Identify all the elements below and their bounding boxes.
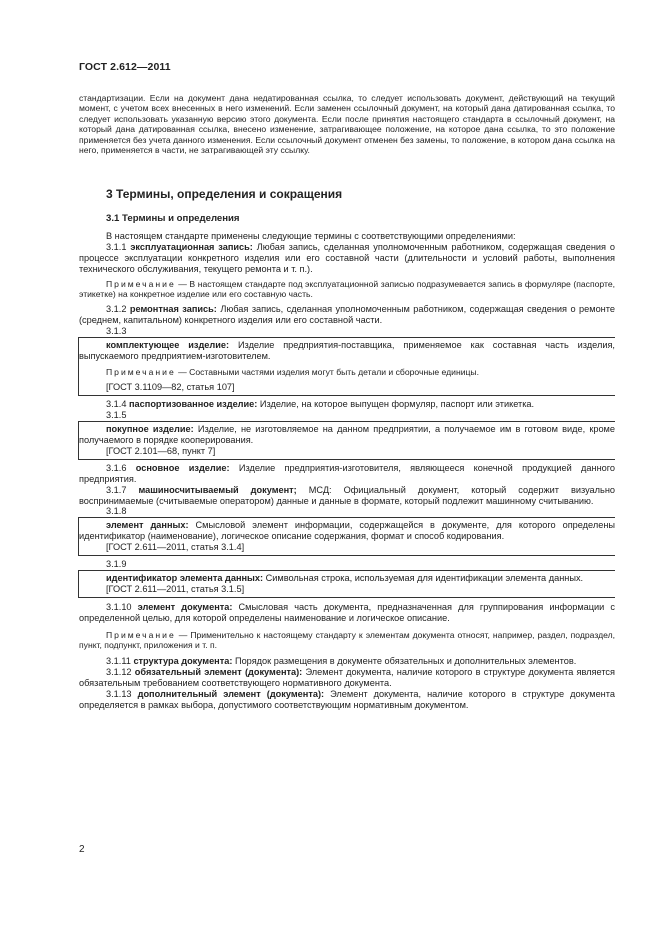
term-3-1-9 (79, 573, 615, 584)
term-3-1-11 (79, 656, 615, 667)
term-number: 3.1.4 (106, 399, 127, 410)
term-3-1-13 (79, 689, 615, 711)
term-3-1-10 (79, 602, 615, 624)
term-name: эксплуатационная запись: (130, 241, 253, 252)
term-3-1-8 (79, 520, 615, 542)
term-name: основное изделие: (135, 462, 230, 473)
term-number: 3.1.7 (106, 484, 127, 495)
term-definition: Любая запись, сделанная уполномоченным работником, содержащая сведения о ремонте (среднем, капитальном) конкретного изделия или его составной части. (79, 304, 615, 326)
lead-paragraph: В настоящем стандарте применены следующие термины с соответствующими определениями: (106, 231, 516, 241)
term-definition: Элемент документа, наличие которого в структуре документа определяется в рамках выбора, допустимого соответствующим нормативным документом. (79, 689, 615, 711)
term-3-1-2 (79, 304, 615, 326)
term-box-3-1-5 (78, 421, 615, 460)
term-3-1-5 (79, 424, 615, 446)
term-3-1-8-ref: [ГОСТ 2.611—2011, статья 3.1.4] (106, 542, 245, 553)
term-number-3-1-3: 3.1.3 (106, 326, 127, 337)
note-label: Примечание (106, 278, 176, 289)
term-box-3-1-9 (78, 570, 615, 598)
term-definition: Изделие, не изготовляемое на данном предприятии, а получаемое им в готовом виде, кроме получаемого в порядке кооперирования. (79, 424, 615, 445)
subsection-title: 3.1 Термины и определения (106, 213, 240, 224)
term-definition: Изделие, на которое выпущен формуляр, паспорт или этикетка. (259, 399, 535, 410)
term-name: машиносчитываемый документ; (138, 484, 297, 495)
page-number: 2 (79, 844, 85, 855)
term-number-3-1-5: 3.1.5 (106, 410, 127, 421)
terms-body (79, 231, 615, 711)
term-3-1-3 (79, 340, 615, 362)
page-header: ГОСТ 2.612—2011 (79, 61, 171, 73)
term-definition: Порядок размещения в документе обязательных и дополнительных элементов. (234, 656, 577, 667)
term-3-1-1 (79, 242, 615, 275)
term-name: идентификатор элемента данных: (106, 572, 264, 583)
note-1 (79, 279, 615, 300)
note-2 (79, 630, 615, 651)
note-label: Примечание (106, 366, 176, 377)
term-3-1-3-ref: [ГОСТ 3.1109—82, статья 107] (106, 382, 235, 393)
term-name: элемент данных: (106, 520, 189, 531)
term-3-1-12 (79, 667, 615, 689)
term-3-1-4 (79, 399, 615, 410)
term-3-1-3-note (79, 367, 615, 377)
term-box-3-1-3 (78, 337, 615, 396)
term-name: элемент документа: (137, 601, 233, 612)
term-definition: Смысловой элемент информации, содержащейся в документе, для которого определены идентификатор (наименование), логическое описание содержания, формат и способ кодирования. (79, 520, 615, 542)
section-title: 3 Термины, определения и сокращения (106, 187, 343, 201)
term-3-1-6 (79, 463, 615, 485)
term-name: покупное изделие: (106, 424, 194, 435)
note-text: — Составными частями изделия могут быть детали и сборочные единицы. (178, 366, 479, 377)
term-name: комплектующее изделие: (106, 340, 230, 351)
term-name: паспортизованное изделие: (129, 399, 258, 410)
term-number: 3.1.6 (106, 462, 127, 473)
term-name: ремонтная запись: (129, 304, 217, 315)
term-name: структура документа: (133, 656, 233, 667)
term-name: обязательный элемент (документа): (134, 667, 303, 678)
term-3-1-7 (79, 485, 615, 507)
intro-text: стандартизации. Если на документ дана недатированная ссылка, то следует использовать документ, действующий на текущий момент, с учетом всех внесенных в него изменений. Если заменен ссылочный документ, на который дана датированная ссылка, то следует использовать указанную версию этого документа. Если после принятия настоящего стандарта в ссылочный документ, на который дана датированная ссылка, внесено изменение, затрагивающее положение, на которое дана ссылка, то это положение применяется без учета данного изменения. Если ссылочный документ отменен без замены, то положение, в котором дана ссылка на него, применяется в части, не затрагивающей эту ссылку. (79, 93, 615, 156)
intro-paragraph (79, 93, 615, 155)
term-name: дополнительный элемент (документа): (137, 689, 325, 700)
term-number: 3.1.1 (106, 241, 127, 252)
note-text: — В настоящем стандарте под эксплуатационной записью подразумевается запись в формуляре (паспорте, этикетке) на конкретное изделие или его составную часть. (79, 278, 615, 300)
note-label: Примечание (106, 629, 176, 640)
term-definition: Символьная строка, используемая для идентификации элемента данных. (265, 572, 584, 583)
term-3-1-9-ref: [ГОСТ 2.611—2011, статья 3.1.5] (106, 583, 245, 594)
term-number: 3.1.11 (106, 656, 131, 667)
term-3-1-5-ref: [ГОСТ 2.101—68, пункт 7] (106, 445, 216, 456)
note-text: — Применительно к настоящему стандарту к элементам документа относят, например, раздел, подраздел, пункт, подпункт, приложения и т. п. (79, 629, 615, 650)
term-number: 3.1.13 (106, 689, 132, 700)
term-definition: Смысловая часть документа, предназначенная для группирования информации с определенной целью, для которой определены наименование и логическое описание. (79, 601, 615, 623)
term-number: 3.1.10 (106, 601, 132, 612)
term-box-3-1-8 (78, 517, 615, 556)
term-definition: Элемент документа, наличие которого в структуре документа является обязательным требованием соответствующего нормативного документа. (79, 667, 615, 689)
term-definition: Изделие предприятия-поставщика, применяемое как составная часть изделия, выпускаемого предприятием-изготовителем. (79, 340, 615, 362)
term-number: 3.1.12 (106, 667, 132, 678)
term-definition: Изделие предприятия-изготовителя, являющееся конечной продукцией данного предприятия. (79, 462, 616, 484)
term-definition: МСД: Официальный документ, который содержит визуально воспринимаемые (считываемые оператором) данные и данные в формате, который подлежит машинному считыванию. (79, 484, 616, 506)
term-definition: Любая запись, сделанная уполномоченным работником, содержащая сведения о процессе эксплуатации конкретного изделия или его составной части (длительности и условий работы, выполнения технического обслуживания, текущего ремонта и т. п.). (79, 241, 615, 274)
term-number: 3.1.2 (106, 304, 127, 315)
term-number-3-1-8: 3.1.8 (106, 506, 127, 517)
term-number-3-1-9: 3.1.9 (106, 559, 127, 570)
